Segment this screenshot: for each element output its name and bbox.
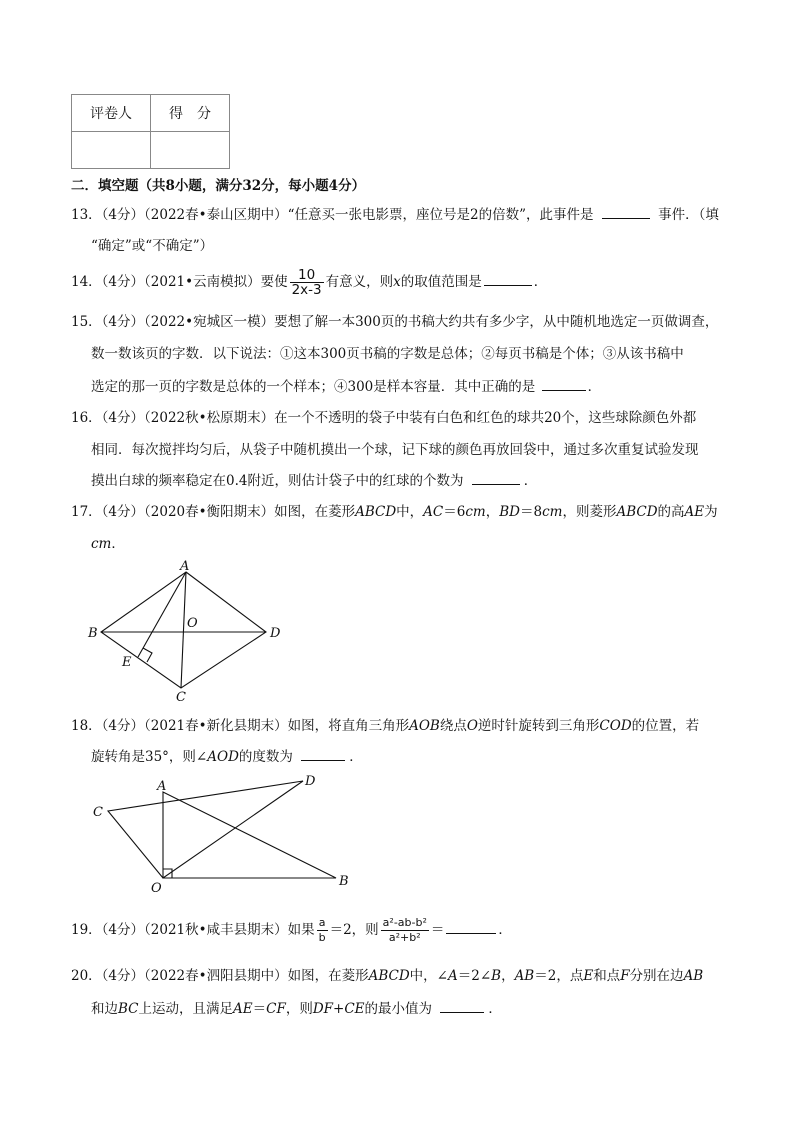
question-18-line-2 (91, 746, 363, 767)
q20-line2-text-4: 的最小值为 (364, 1001, 433, 1017)
label-a: A (180, 560, 190, 574)
triangle-aob (163, 792, 336, 878)
q13-text-line2: “确定”或“不确定”） (91, 238, 214, 254)
q18-aod: AOD (207, 749, 239, 765)
q18-line2-text-2: 的度数为 (238, 749, 293, 765)
q17-unit-1: cm (465, 504, 486, 520)
q15-text-end: ． (587, 379, 602, 395)
q17-abcd: ABCD (355, 504, 397, 520)
q20-a: A (447, 968, 458, 984)
q20-ab-2: AB (683, 968, 704, 984)
q13-answer-blank[interactable] (602, 204, 650, 219)
question-17-line-2 (91, 534, 125, 554)
question-14 (71, 265, 547, 299)
question-13-line-1 (71, 204, 719, 225)
question-15-line-2 (91, 344, 684, 364)
q20-ab: AB (514, 968, 535, 984)
q13-text-end: 事件．（填 (658, 207, 719, 223)
q20-b: B (491, 968, 502, 984)
label-d: D (305, 774, 316, 789)
q19-f1-denominator: b (318, 931, 326, 944)
score-table-score-header: 得 分 (151, 95, 230, 132)
q19-text-2: ＝2，则 (329, 922, 379, 938)
q15-answer-blank[interactable] (542, 376, 586, 391)
q17-line2-end: ． (111, 536, 125, 552)
q19-answer-blank[interactable] (446, 919, 496, 934)
label-o: O (187, 616, 198, 631)
q15-text-2: 数一数该页的字数．以下说法：①这本300页书稿的字数是总体；②每页书稿是个体；③从该书稿中 (91, 346, 684, 362)
q18-answer-blank[interactable] (301, 746, 345, 761)
q17-unit-2: cm (542, 504, 563, 520)
q20-eq: ＝ (252, 1001, 267, 1017)
q14-var-x: x (393, 274, 401, 290)
q19-text-1: 19．（4分）（2021秋•咸丰县期末）如果 (71, 922, 315, 938)
q17-abcd-2: ABCD (616, 504, 658, 520)
q13-text: 13．（4分）（2022春•泰山区期中）“任意买一张电影票，座位号是2的倍数”，此事件是 (71, 207, 594, 223)
q14-fraction-numerator: 10 (290, 268, 324, 283)
q15-text-1: 15．（4分）（2022•宛城区一模）要想了解一本300页的书稿大约共有多少字，从中随机地选定一页做调查， (71, 314, 719, 330)
q18-cod: COD (599, 718, 632, 734)
q16-text-end: ． (523, 473, 538, 489)
label-b: B (88, 626, 98, 641)
q20-f: F (620, 968, 630, 984)
label-c: C (93, 805, 103, 820)
question-19 (71, 910, 512, 950)
score-table (71, 94, 230, 169)
q16-text-1: 16．（4分）（2022秋•松原期末）在一个不透明的袋子中装有白色和红色的球共20个，这些球除颜色外都 (71, 410, 697, 426)
q20-e: E (583, 968, 594, 984)
q19-fraction-a-b (317, 916, 328, 945)
q20-text-4: ＝2，点 (534, 968, 584, 984)
label-e: E (122, 655, 132, 670)
question-15-line-3 (91, 376, 601, 397)
q14-answer-blank[interactable] (484, 271, 532, 286)
q20-text-6: 分别在边 (629, 968, 684, 984)
question-20-line-1 (71, 966, 703, 986)
q17-text-2: 中， (396, 504, 424, 520)
q19-f2-numerator: a²-ab-b² (382, 916, 427, 929)
question-20-line-2 (91, 998, 502, 1019)
q14-text-2: 有意义，则 (325, 274, 394, 290)
q17-bd: BD (499, 504, 520, 520)
q20-ae: AE (233, 1001, 253, 1017)
question-17-line-1 (71, 502, 718, 522)
q18-o: O (466, 718, 478, 734)
altitude-ae (138, 572, 186, 657)
q17-text-4: 的高 (657, 504, 685, 520)
label-b: B (339, 874, 349, 889)
question-16-line-3 (91, 470, 537, 491)
q17-ae: AE (684, 504, 705, 520)
q20-df-ce: DF+CE (312, 1001, 365, 1017)
right-angle-mark-e (143, 648, 152, 662)
q17-text-3: ，则菱形 (562, 504, 617, 520)
q20-text-5: 和点 (593, 968, 621, 984)
question-16-line-2 (91, 440, 699, 460)
q19-f2-denominator: a²+b² (388, 931, 421, 944)
q17-eq-2: ＝8 (519, 504, 543, 520)
q20-line2-text-2: 上运动，且满足 (138, 1001, 234, 1017)
q20-bc: BC (118, 1001, 139, 1017)
q18-text-3: 逆时针旋转到三角形 (477, 718, 600, 734)
q20-text-2: 中，∠ (409, 968, 448, 984)
label-o: O (151, 881, 162, 896)
q18-line2-text-1: 旋转角是35°，则∠ (91, 749, 208, 765)
q18-text-end: 的位置，若 (631, 718, 700, 734)
q17-text-end: 为 (704, 504, 718, 520)
score-table-reviewer-header: 评卷人 (72, 95, 151, 132)
q17-ac: AC (423, 504, 444, 520)
section-title: 二．填空题（共8小题，满分32分，每小题4分） (71, 178, 366, 194)
label-a: A (157, 779, 167, 794)
q18-rotation-figure (88, 772, 353, 897)
q20-text-3: ＝2∠ (457, 968, 492, 984)
q16-answer-blank[interactable] (472, 470, 520, 485)
diagonal-ac (181, 572, 186, 688)
q19-f1-numerator: a (317, 916, 328, 931)
q19-fraction-expression (381, 916, 429, 945)
q19-text-end: ． (498, 922, 512, 938)
q20-text-1: 20．（4分）（2022春•泗阳县期中）如图，在菱形 (71, 968, 369, 984)
question-15-line-1 (71, 312, 718, 332)
q18-line2-end: ． (349, 749, 363, 765)
q20-answer-blank[interactable] (440, 998, 484, 1013)
q17-line2-unit: cm (91, 536, 112, 552)
q15-text-3: 选定的那一页的字数是总体的一个样本；④300是样本容量．其中正确的是 (91, 379, 536, 395)
q17-text-1: 17．（4分）（2020春•衡阳期末）如图，在菱形 (71, 504, 356, 520)
q18-text-2: 绕点 (439, 718, 467, 734)
q20-sep: ， (501, 968, 515, 984)
question-16-line-1 (71, 408, 696, 428)
q20-line2-text-1: 和边 (91, 1001, 118, 1017)
q14-text-end: ． (533, 274, 548, 290)
q14-fraction-denominator: 2x-3 (291, 282, 322, 298)
q20-line2-text-3: ，则 (285, 1001, 313, 1017)
q14-text: 14．（4分）（2021•云南模拟）要使 (71, 274, 288, 290)
question-13-line-2 (91, 236, 213, 256)
q17-sep: ， (485, 504, 500, 520)
q17-eq-1: ＝6 (443, 504, 466, 520)
q20-abcd: ABCD (368, 968, 410, 984)
q18-aob: AOB (409, 718, 440, 734)
q16-text-2: 相同．每次搅拌均匀后，从袋子中随机摸出一个球，记下球的颜色再放回袋中，通过多次重复试验发现 (91, 442, 699, 458)
question-18-line-1 (71, 716, 699, 736)
q14-text-3: 的取值范围是 (400, 274, 482, 290)
q16-text-3: 摸出白球的频率稳定在0.4附近，则估计袋子中的红球的个数为 (91, 473, 464, 489)
q14-fraction (290, 268, 324, 297)
q20-cf: CF (266, 1001, 286, 1017)
label-c: C (176, 690, 186, 705)
q19-eq: ＝ (430, 922, 445, 938)
q20-line2-end: ． (488, 1001, 502, 1017)
q17-rhombus-figure (80, 560, 290, 705)
triangle-cod (108, 781, 303, 878)
q18-text-1: 18．（4分）（2021春•新化县期末）如图，将直角三角形 (71, 718, 410, 734)
label-d: D (270, 626, 281, 641)
score-table-reviewer-cell (72, 132, 151, 169)
score-table-score-cell (151, 132, 230, 169)
